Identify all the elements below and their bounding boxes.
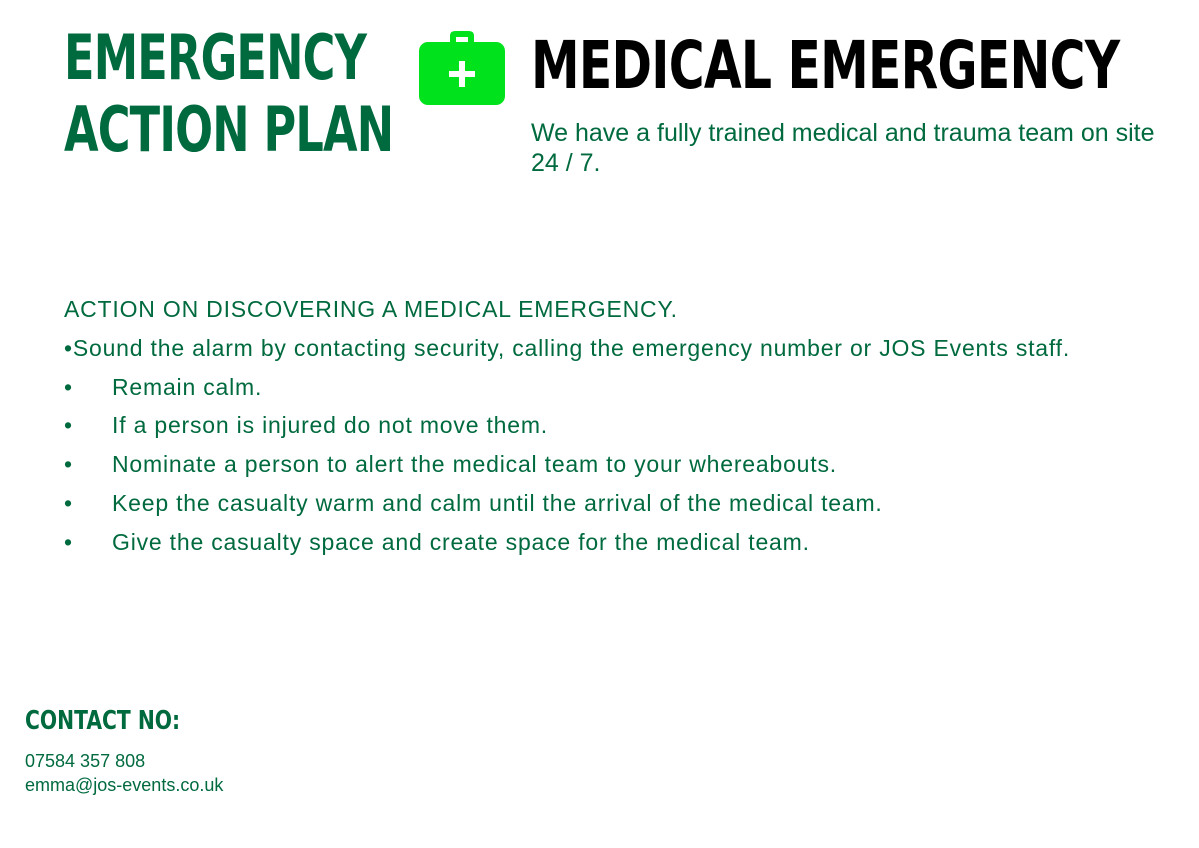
plan-title-line-1: EMERGENCY	[64, 21, 367, 94]
bullet: •	[64, 334, 73, 361]
list-item	[64, 406, 1074, 445]
action-section	[64, 290, 1074, 562]
bullet: •	[64, 373, 73, 400]
contact-label: CONTACT NO:	[25, 706, 181, 736]
medical-kit-icon	[418, 30, 506, 106]
bullet: •	[64, 451, 73, 478]
bullet: •	[64, 489, 73, 516]
bullet: •	[64, 412, 73, 439]
list-item	[64, 523, 1074, 562]
list-item	[64, 329, 1074, 368]
intro-text: We have a fully trained medical and trauma team on site 24 / 7.	[531, 119, 1155, 177]
list-item-text: If a person is injured do not move them.	[112, 412, 548, 439]
contact-email[interactable]: emma@jos-events.co.uk	[25, 775, 224, 795]
contact-phone[interactable]: 07584 357 808	[25, 751, 146, 771]
bullet: •	[64, 528, 73, 555]
list-item-text: Sound the alarm by contacting security, calling the emergency number or JOS Events staff.	[72, 334, 1071, 361]
list-item-text: Keep the casualty warm and calm until the arrival of the medical team.	[112, 489, 883, 516]
plan-title	[64, 22, 393, 166]
section-title: MEDICAL EMERGENCY	[531, 27, 1120, 104]
plan-title-line-2: ACTION PLAN	[64, 93, 394, 166]
action-heading: ACTION ON DISCOVERING A MEDICAL EMERGENCY.	[64, 296, 678, 322]
list-item-text: Nominate a person to alert the medical team to your whereabouts.	[112, 451, 837, 478]
list-item-text: Give the casualty space and create space for the medical team.	[112, 528, 810, 555]
list-item	[64, 445, 1074, 484]
list-item	[64, 484, 1074, 523]
list-item	[64, 368, 1074, 407]
action-list	[64, 368, 1074, 562]
list-item-text: Remain calm.	[112, 373, 263, 400]
